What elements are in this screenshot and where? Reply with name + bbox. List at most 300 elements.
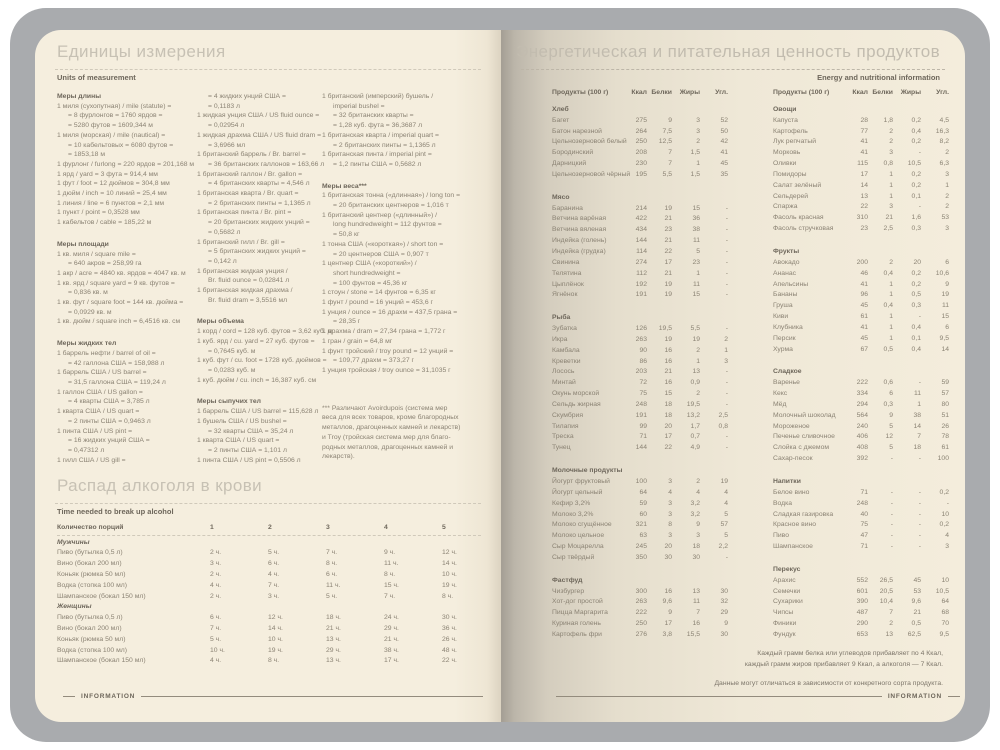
food-value: 9,6 <box>662 598 672 606</box>
food-value: 15 <box>692 204 700 212</box>
food-value: - <box>725 400 728 408</box>
food-value: 68 <box>941 609 949 617</box>
food-value: 5 <box>724 532 728 540</box>
food-value: 1,6 <box>911 214 921 222</box>
measure-section-title: Меры объема <box>197 318 244 326</box>
measure-line: = 2 пинты США = 1,101 л <box>208 446 287 454</box>
food-name: Свинина <box>552 258 580 266</box>
food-value: 1 <box>945 181 949 189</box>
food-value: 13 <box>860 192 868 200</box>
food-value: 10,4 <box>879 598 893 606</box>
food-value: 75 <box>860 521 868 529</box>
food-row <box>552 258 728 269</box>
food-value: 200 <box>856 258 868 266</box>
hours-value: 6 ч. <box>210 614 222 622</box>
food-value: 75 <box>639 390 647 398</box>
food-value: 0,1 <box>911 192 921 200</box>
food-row <box>773 389 949 400</box>
measure-line: веса для всех товаров, кроме благородных <box>322 414 459 422</box>
food-name: Сыр твёрдый <box>552 553 595 561</box>
food-value: 41 <box>720 149 728 157</box>
hours-value: 29 ч. <box>384 625 399 633</box>
food-value: 19,5 <box>686 400 700 408</box>
measure-line: 1 драхма / dram = 27,34 грана = 1,772 г <box>322 328 446 336</box>
food-row <box>773 148 949 159</box>
nutrition-notes <box>714 648 943 689</box>
food-row <box>552 148 728 159</box>
measure-section-title: Меры жидких тел <box>57 340 117 348</box>
food-value: 334 <box>856 390 868 398</box>
food-value: 0,2 <box>911 280 921 288</box>
units-title: Единицы измерения <box>57 42 226 61</box>
food-value: 26,5 <box>879 576 893 584</box>
food-value: 29 <box>720 609 728 617</box>
measure-line: 1 британский гилл / Br. gill = <box>197 238 285 246</box>
food-value: 26 <box>941 422 949 430</box>
food-name: Фасоль красная <box>773 214 824 222</box>
measure-line: 1 гран / grain = 64,8 мг <box>322 337 393 345</box>
food-section-title: Фастфуд <box>552 576 583 584</box>
food-value: - <box>890 543 893 551</box>
measure-line: 1 фунт / pound = 16 унций = 453,6 г <box>322 299 433 307</box>
food-section-title: Хлеб <box>552 105 569 113</box>
left-page-footer <box>63 693 483 700</box>
food-row <box>773 619 949 630</box>
food-row <box>773 488 949 499</box>
food-name: Хот-дог простой <box>552 598 603 606</box>
food-value: 0,2 <box>911 116 921 124</box>
drink-label: Шампанское (бокал 150 мл) <box>57 592 146 600</box>
food-value: 17 <box>860 170 868 178</box>
drink-label: Вино (бокал 200 мл) <box>57 625 122 633</box>
hours-value: 8 ч. <box>384 571 396 579</box>
measure-line: *** Различают Avoirdupois (система мер <box>322 404 448 412</box>
measure-column-3 <box>322 92 482 462</box>
measure-line: = 2 британских пинты = 1,1365 л <box>208 199 311 207</box>
food-row <box>552 477 728 488</box>
food-value: 57 <box>941 390 949 398</box>
food-value: 70 <box>941 620 949 628</box>
food-row <box>552 597 728 608</box>
food-value: 0,2 <box>911 181 921 189</box>
food-name: Сухарики <box>773 598 803 606</box>
measure-line: = 20 британских центнеров = 1,016 т <box>333 202 449 210</box>
food-name: Пицца Маргарита <box>552 609 608 617</box>
food-header-row <box>773 88 949 99</box>
food-row <box>552 137 728 148</box>
hours-value: 2 ч. <box>210 571 222 579</box>
food-value: 0,2 <box>911 138 921 146</box>
food-row <box>773 510 949 521</box>
food-header-cell: Жиры <box>900 89 921 96</box>
food-value: 0,2 <box>939 488 949 496</box>
food-row <box>773 159 949 170</box>
alcohol-group-title: Мужчины <box>57 538 90 546</box>
food-value: 17 <box>664 433 672 441</box>
food-name: Сахар-песок <box>773 455 813 463</box>
food-value: 41 <box>860 323 868 331</box>
food-name: Капуста <box>773 116 798 124</box>
alcohol-header-row <box>57 522 481 533</box>
food-name: Дарницкий <box>552 160 587 168</box>
measure-line: = 4 жидких унций США = <box>208 93 286 100</box>
food-value: 1 <box>889 280 893 288</box>
food-row <box>552 236 728 247</box>
food-value: 13 <box>692 368 700 376</box>
footer-line <box>63 696 75 697</box>
hours-value: 3 ч. <box>210 560 222 568</box>
measure-line: 1 тонна США («короткая») / short ton = <box>322 240 444 248</box>
food-name: Баранина <box>552 204 583 212</box>
food-row <box>773 116 949 127</box>
measure-line: = 50,8 кг <box>333 231 360 239</box>
food-name: Ветчина вяленая <box>552 226 607 234</box>
food-value: 392 <box>856 455 868 463</box>
measure-line: = 0,0283 куб. м <box>208 366 256 374</box>
food-value: 45 <box>913 576 921 584</box>
food-row <box>773 301 949 312</box>
food-row <box>773 192 949 203</box>
food-header-cell: Продукты (100 г) <box>773 89 830 96</box>
hours-value: 17 ч. <box>384 657 399 665</box>
food-value: 52 <box>720 116 728 124</box>
food-value: 7,5 <box>662 127 672 135</box>
food-row <box>552 225 728 236</box>
alcohol-row <box>57 645 481 656</box>
food-value: 1,8 <box>883 116 893 124</box>
food-value: 13,2 <box>686 411 700 419</box>
food-row <box>552 553 728 564</box>
food-value: 9 <box>889 411 893 419</box>
food-name: Лосось <box>552 368 575 376</box>
food-row <box>773 269 949 280</box>
food-name: Мороженое <box>773 422 810 430</box>
food-row <box>552 389 728 400</box>
food-value: - <box>725 280 728 288</box>
food-value: 41 <box>860 149 868 157</box>
food-name: Спаржа <box>773 203 798 211</box>
food-value: 0,6 <box>883 379 893 387</box>
food-value: 46 <box>860 269 868 277</box>
food-value: 10 <box>941 510 949 518</box>
food-value: 10,6 <box>935 269 949 277</box>
food-value: 42 <box>720 138 728 146</box>
food-value: 32 <box>720 598 728 606</box>
food-name: Сельдерей <box>773 192 809 200</box>
measure-line: 1 дюйм / inch = 10 линий = 25,4 мм <box>57 190 167 198</box>
food-value: 20,5 <box>879 587 893 595</box>
food-value: - <box>725 226 728 234</box>
measure-line: Br. fluid dram = 3,5516 мл <box>208 296 288 304</box>
food-value: 100 <box>635 478 647 485</box>
hours-value: 7 ч. <box>326 549 338 557</box>
measure-line: 1 британская кварта / Br. quart = <box>197 190 299 198</box>
measure-line: = 640 акров = 258,99 га <box>68 260 142 268</box>
nutrition-subtitle: Energy and nutritional information <box>817 73 940 82</box>
food-value: 5 <box>889 422 893 430</box>
food-value: 50 <box>720 127 728 135</box>
food-name: Водка <box>773 499 793 507</box>
alcohol-row <box>57 580 481 591</box>
title-rule <box>521 69 945 70</box>
food-value: 9 <box>696 521 700 529</box>
food-value: 2 <box>945 203 949 211</box>
food-value: 1 <box>696 269 700 277</box>
food-value: 263 <box>635 335 647 343</box>
hours-value: 19 ч. <box>268 646 283 654</box>
food-value: 16 <box>664 379 672 387</box>
hours-value: 12 ч. <box>268 614 283 622</box>
measure-line: 1 куб. фут / cu. foot = 1728 куб. дюймов = <box>197 357 327 365</box>
food-row <box>773 454 949 465</box>
measure-line: 1 кварта США / US quart = <box>57 408 140 416</box>
food-value: 19 <box>664 335 672 343</box>
food-value: 64 <box>639 488 647 496</box>
food-value: 3,2 <box>690 510 700 518</box>
food-row <box>773 213 949 224</box>
food-value: 2 <box>889 620 893 628</box>
measure-line: 1 куб. дюйм / cu. inch = 16,387 куб. см <box>197 376 317 384</box>
measure-line: 1 фут / foot = 12 дюймов = 304,8 мм <box>57 180 170 188</box>
drink-label: Водка (стопка 100 мл) <box>57 581 128 589</box>
food-value: 422 <box>635 215 647 223</box>
food-row <box>773 258 949 269</box>
food-value: 20 <box>913 258 921 266</box>
hours-value: 11 ч. <box>384 560 399 568</box>
food-value: 15 <box>941 313 949 321</box>
measure-line: лекарств). <box>322 453 355 461</box>
measure-line: 1 гилл США / US gill = <box>57 456 126 464</box>
food-row <box>773 400 949 411</box>
measure-line: = 0,02954 л <box>208 122 245 130</box>
food-value: 2 <box>889 127 893 135</box>
food-value: - <box>725 258 728 266</box>
food-value: 53 <box>913 587 921 595</box>
food-value: 35 <box>720 170 728 178</box>
food-value: 408 <box>856 444 868 452</box>
food-value: 263 <box>635 598 647 606</box>
food-value: 0,3 <box>911 302 921 310</box>
right-page-footer <box>556 693 960 700</box>
food-name: Молоко 3,2% <box>552 510 594 518</box>
food-name: Сладкая газировка <box>773 510 834 518</box>
food-value: 5,5 <box>662 170 672 178</box>
food-value: 21 <box>913 609 921 617</box>
measure-line: 1 ярд / yard = 3 фута = 914,4 мм <box>57 170 158 178</box>
food-value: - <box>725 444 728 452</box>
hours-value: 8 ч. <box>268 657 280 665</box>
food-value: 214 <box>635 204 647 212</box>
food-value: 3 <box>889 203 893 211</box>
food-name: Апельсины <box>773 280 809 288</box>
alcohol-title-rule <box>55 503 481 504</box>
alcohol-row <box>57 591 481 602</box>
food-value: 21 <box>664 269 672 277</box>
food-row <box>552 432 728 443</box>
hours-value: 29 ч. <box>326 646 341 654</box>
food-value: 11 <box>692 237 700 245</box>
food-value: 14 <box>913 422 921 430</box>
food-name: Йогурт цельный <box>552 488 603 496</box>
food-row <box>552 531 728 542</box>
measure-section-title: Меры сыпучих тел <box>197 398 261 406</box>
food-value: 4 <box>696 488 700 496</box>
measure-line: 1 пункт / point = 0,3528 мм <box>57 209 140 217</box>
food-header-row <box>552 88 728 99</box>
food-value: - <box>725 433 728 441</box>
food-value: - <box>725 269 728 277</box>
food-name: Бананы <box>773 291 798 299</box>
food-value: 115 <box>857 160 868 168</box>
food-row <box>552 630 728 641</box>
food-value: 192 <box>635 280 647 288</box>
measure-line: = 32 британских кварты = <box>333 112 414 120</box>
hours-value: 21 ч. <box>384 635 399 643</box>
food-name: Ветчина варёная <box>552 215 607 223</box>
food-name: Индейка (голень) <box>552 237 607 245</box>
food-value: 3 <box>696 532 700 540</box>
food-value: - <box>725 379 728 387</box>
food-row <box>773 345 949 356</box>
food-name: Сельдь жирная <box>552 400 601 408</box>
food-value: 191 <box>635 411 647 419</box>
food-value: 61 <box>860 313 868 321</box>
food-value: 96 <box>860 291 868 299</box>
food-value: 2 <box>696 346 700 354</box>
food-value: 112 <box>636 269 647 277</box>
food-value: 19 <box>664 204 672 212</box>
food-value: 60 <box>639 510 647 518</box>
food-value: - <box>918 379 921 387</box>
food-value: 16,3 <box>935 127 949 135</box>
food-name: Кекс <box>773 390 788 398</box>
food-value: 62,5 <box>907 630 921 638</box>
food-value: 80 <box>941 400 949 408</box>
food-row <box>773 587 949 598</box>
food-value: 2 <box>945 192 949 200</box>
measure-line: 1 баррель США / US barrel = <box>57 369 147 377</box>
food-value: 3,2 <box>690 499 700 507</box>
food-value: 4,9 <box>690 444 700 452</box>
measure-line: = 0,7645 куб. м <box>208 347 256 355</box>
food-value: 30 <box>720 587 728 595</box>
food-header-cell: Жиры <box>679 89 700 96</box>
food-value: 100 <box>937 455 949 463</box>
food-value: 8,2 <box>939 138 949 146</box>
hours-value: 10 ч. <box>442 571 457 579</box>
measure-line: = 36 британских галлонов = 163,66 л <box>208 160 325 168</box>
food-value: 0,5 <box>911 620 921 628</box>
food-value: 564 <box>856 411 868 419</box>
food-value: 1 <box>917 400 921 408</box>
hours-value: 6 ч. <box>326 571 338 579</box>
food-value: 4 <box>668 488 672 496</box>
food-value: 294 <box>856 400 868 408</box>
measure-line: = 28,35 г <box>333 318 361 326</box>
food-name: Картофель <box>773 127 808 135</box>
measure-line: = 2 пинты США = 0,9463 л <box>68 417 151 425</box>
food-value: - <box>725 204 728 212</box>
food-value: 250 <box>635 138 647 146</box>
food-value: 12,5 <box>658 138 672 146</box>
measure-line: = 3,6966 мл <box>208 141 246 149</box>
food-value: 1 <box>889 334 893 342</box>
measure-line: 1 британская жидкая унция / <box>197 267 288 275</box>
hours-value: 30 ч. <box>442 614 457 622</box>
nutrition-title: Энергетическая и питательная ценность продуктов <box>516 42 940 61</box>
measure-line: imperial bushel = <box>333 102 385 110</box>
food-value: 10 <box>941 576 949 584</box>
food-value: 2,2 <box>718 543 728 551</box>
food-row <box>552 170 728 181</box>
food-row <box>552 542 728 553</box>
food-value: 7 <box>889 609 893 617</box>
note-line: Каждый грамм белка или углеводов прибавляет по 4 Ккал, <box>757 650 943 657</box>
measure-line: 1 фурлонг / furlong = 220 ярдов = 201,168 м <box>57 160 195 168</box>
measure-line: = 0,47312 л <box>68 446 105 454</box>
food-value: 3 <box>668 532 672 540</box>
food-value: 1 <box>889 313 893 321</box>
food-value: 5 <box>696 247 700 255</box>
food-value: - <box>918 510 921 518</box>
hours-value: 14 ч. <box>268 625 283 633</box>
food-value: 4 <box>945 532 949 540</box>
food-value: 11 <box>692 280 700 288</box>
food-name: Морковь <box>773 149 801 157</box>
measure-line: = 1,2 пинты США = 0,5682 л <box>333 160 422 168</box>
drink-label: Вино (бокал 200 мл) <box>57 560 122 568</box>
food-value: 9 <box>724 620 728 628</box>
food-value: 14 <box>941 345 949 353</box>
hours-value: 8 ч. <box>326 560 338 568</box>
food-value: 195 <box>635 170 647 178</box>
food-section-title: Рыба <box>552 314 571 322</box>
food-row <box>552 443 728 454</box>
food-name: Индейка (грудка) <box>552 247 606 255</box>
measure-line: 1 бушель США / US bushel = <box>197 417 287 425</box>
measure-line: 1 унция / ounce = 16 драхм = 437,5 грана = <box>322 308 458 316</box>
alcohol-title: Распад алкоголя в крови <box>57 476 263 495</box>
food-row <box>552 324 728 335</box>
food-value: 3 <box>696 127 700 135</box>
food-value: 0,7 <box>690 433 700 441</box>
food-value: - <box>890 455 893 463</box>
food-value: 15,5 <box>686 630 700 638</box>
food-value: - <box>918 499 921 507</box>
title-rule <box>55 69 481 70</box>
food-value: 19 <box>720 478 728 485</box>
alcohol-row <box>57 623 481 634</box>
food-value: - <box>890 532 893 540</box>
food-value: 59 <box>941 379 949 387</box>
food-value: 144 <box>635 444 647 452</box>
food-value: 3 <box>668 478 672 485</box>
food-value: 2 <box>696 138 700 146</box>
hours-value: 26 ч. <box>442 635 457 643</box>
food-value: 6 <box>945 258 949 266</box>
food-name: Фундук <box>773 630 796 638</box>
food-name: Кефир 3,2% <box>552 499 591 507</box>
measure-line: = 20 центнеров США = 0,907 т <box>333 250 429 258</box>
footer-label: INFORMATION <box>887 693 942 700</box>
food-section-title: Перекус <box>773 565 801 573</box>
food-table-right <box>773 88 949 641</box>
food-value: - <box>725 247 728 255</box>
food-value: 45 <box>860 334 868 342</box>
hours-value: 4 ч. <box>210 657 222 665</box>
measure-line: 1 британская кварта / imperial quart = <box>322 131 440 139</box>
food-row <box>552 488 728 499</box>
